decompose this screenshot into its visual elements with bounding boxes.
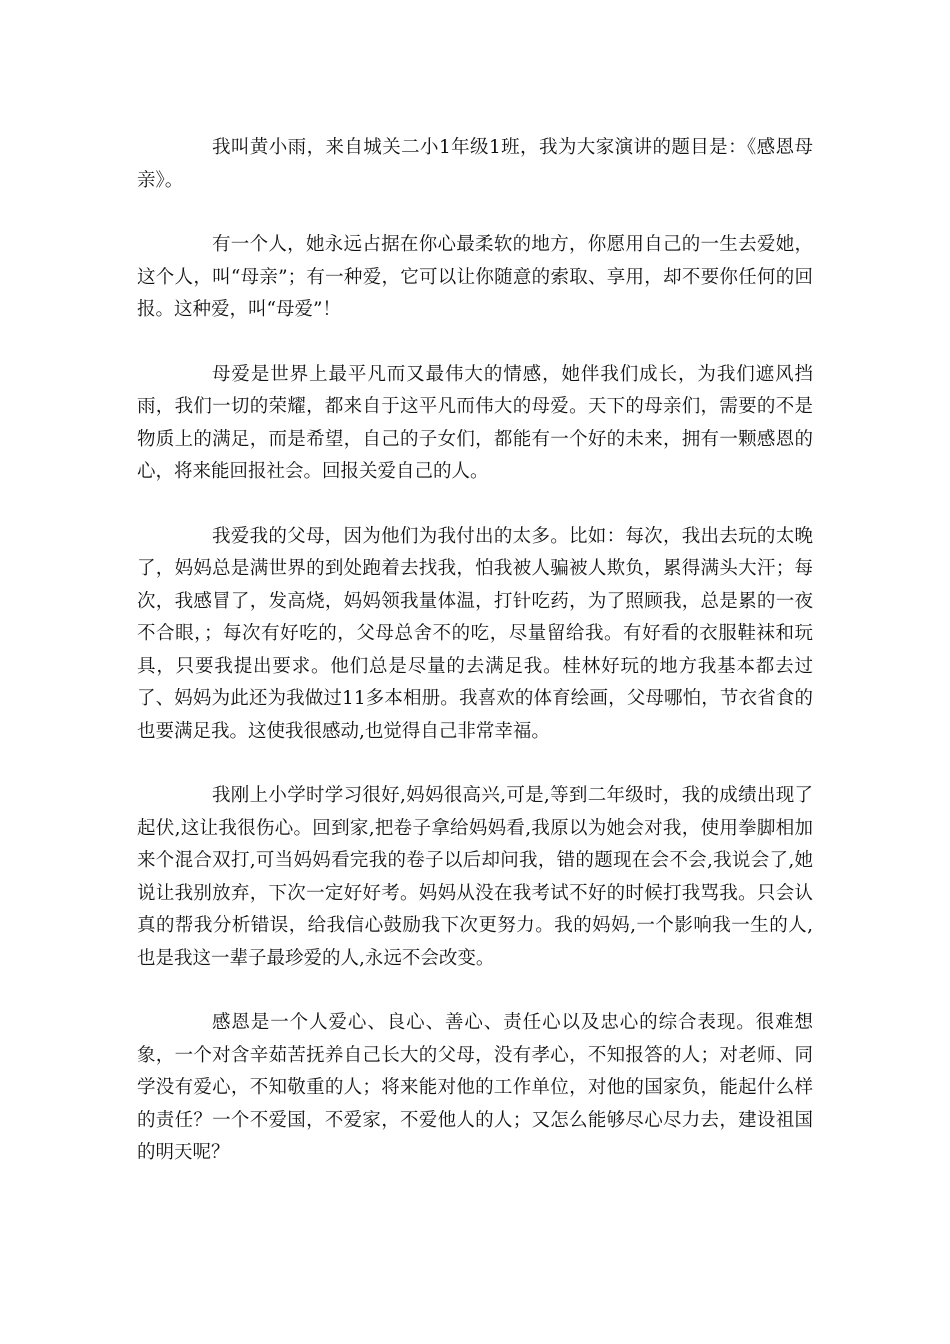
paragraph-intro: 我叫黄小雨，来自城关二小1年级1班，我为大家演讲的题目是：《感恩母亲》。: [137, 137, 813, 191]
paragraph-parents-care: 我爱我的父母，因为他们为我付出的太多。比如：每次，我出去玩的太晚了，妈妈总是满世界的到处跑着去找我，怕我被人骗被人欺负，累得满头大汗；每次，我感冒了，发高烧，妈妈领我量体温，打针吃药，为了照顾我，总是累的一夜不合眼，；每次有好吃的，父母总舍不的吃，尽量留给我。有好看的衣服鞋袜和玩具，只要我提出要求。他们总是尽量的去满足我。桂林好玩的地方我基本都去过了、妈妈为此还为我做过11多本相册。我喜欢的体育绘画，父母哪怕，节衣省食的也要满足我。这使我很感动,也觉得自己非常幸福。: [137, 525, 813, 742]
paragraph-school-story: 我刚上小学时学习很好,妈妈很高兴,可是,等到二年级时，我的成绩出现了起伏,这让我很伤心。回到家,把卷子拿给妈妈看,我原以为她会对我，使用拳脚相加来个混合双打,可当妈妈看完我的卷子以后却问我，错的题现在会不会,我说会了,她说让我别放弃，下次一定好好考。妈妈从没在我考试不好的时候打我骂我。只会认真的帮我分析错误，给我信心鼓励我下次更努力。我的妈妈,一个影响我一生的人,也是我这一辈子最珍爱的人,永远不会改变。: [137, 785, 813, 969]
paragraph-maternal-love: 母爱是世界上最平凡而又最伟大的情感，她伴我们成长，为我们遮风挡雨，我们一切的荣耀，都来自于这平凡而伟大的母爱。天下的母亲们，需要的不是物质上的满足，而是希望，自己的子女们，都能有一个好的未来，拥有一颗感恩的心，将来能回报社会。回报关爱自己的人。: [137, 363, 813, 482]
paragraph-gratitude: 感恩是一个人爱心、良心、善心、责任心以及忠心的综合表现。很难想象，一个对含辛茹苦抚养自己长大的父母，没有孝心，不知报答的人；对老师、同学没有爱心，不知敬重的人；将来能对他的工作单位，对他的国家负，能起什么样的责任？一个不爱国，不爱家，不爱他人的人；又怎么能够尽心尽力去，建设祖国的明天呢？: [137, 1012, 813, 1163]
document-body: [137, 132, 813, 1202]
paragraph-mother-definition: 有一个人，她永远占据在你心最柔软的地方，你愿用自己的一生去爱她，这个人，叫“母亲”；有一种爱，它可以让你随意的索取、享用，却不要你任何的回报。这种爱，叫“母爱”！: [137, 234, 813, 320]
